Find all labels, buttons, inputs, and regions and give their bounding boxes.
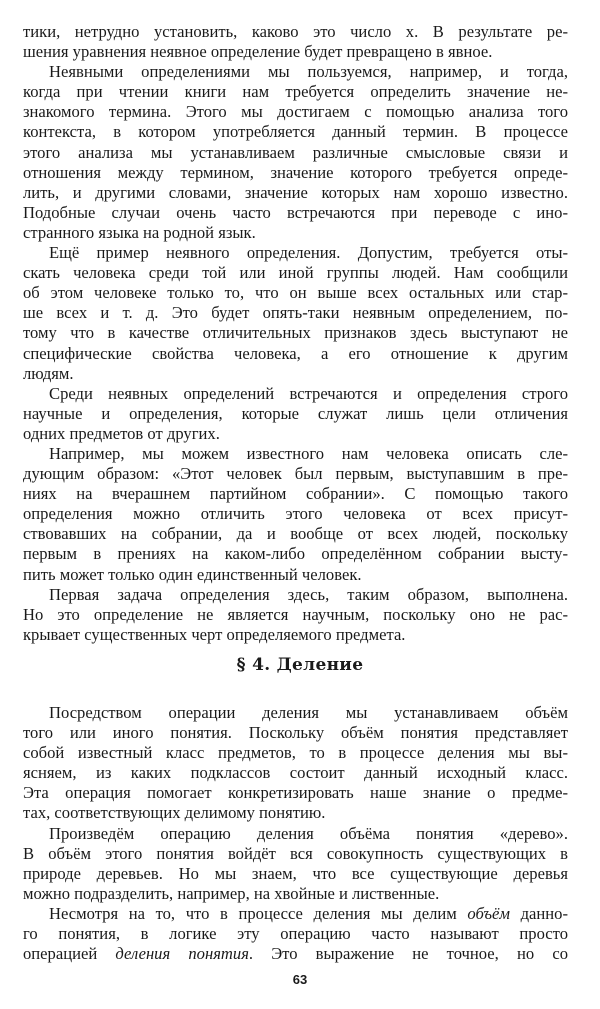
text-line: Неявными определениями мы пользуемся, например, и тогда,: [49, 62, 568, 82]
text-line: скать человека среди той или иной группы людей. Нам сообщили: [23, 263, 568, 283]
emphasis: деления понятия: [115, 944, 249, 964]
text-block-top: [23, 22, 568, 645]
text-line: Но это определение не является научным, поскольку оно не рас-: [23, 604, 568, 624]
page-number: 63: [292, 972, 308, 987]
text-line: отношения между термином, значение которого требуется опреде-: [23, 162, 568, 182]
text-line: людям.: [23, 363, 74, 383]
text-line: тому что в качестве отличительных признаков здесь выступают не: [23, 323, 568, 343]
text-line: об этом человеке только то, что он выше всех остальных или стар-: [23, 283, 568, 303]
text-line: Несмотря на то, что в процессе деления мы делим объём данно-: [49, 903, 568, 923]
text-line: ствовавших на собрании, да и вообще от всех людей, поскольку: [23, 524, 568, 544]
text-line: когда при чтении книги нам требуется определить значение не-: [23, 82, 568, 102]
text-line: первым в прениях на каком-либо определённом собрании высту-: [23, 544, 568, 564]
text-block-bottom: [23, 703, 568, 964]
emphasis: объём: [467, 903, 510, 923]
text-line: контекста, в котором употребляется данный термин. В процессе: [23, 122, 568, 142]
text-line: Посредством операции деления мы устанавливаем объём: [49, 703, 568, 722]
text-line: ше всех и т. д. Это будет опять-таки неявным определением, по-: [23, 303, 568, 323]
text-line: Например, мы можем известного нам человека описать сле-: [49, 443, 568, 463]
text-line: В объём этого понятия войдёт вся совокупность существующих в: [23, 843, 568, 863]
text-line: специфические свойства человека, а его отношение к другим: [23, 343, 568, 363]
text-line: тах, соответствующих делимому понятию.: [23, 803, 326, 823]
text-line: ниях на вчерашнем партийном собрании». С помощью такого: [23, 484, 568, 504]
text-line: лить, и другими словами, значение которых нам хорошо известно.: [23, 182, 568, 202]
text-line: Ещё пример неявного определения. Допустим, требуется оты-: [49, 243, 568, 263]
text-line: Эта операция помогает конкретизировать наше знание о предме-: [23, 783, 568, 803]
text-line: го понятия, в логике эту операцию часто называют просто: [23, 924, 568, 944]
text-line: пить может только один единственный человек.: [23, 564, 362, 584]
text-line: Среди неявных определений встречаются и определения строго: [49, 383, 568, 403]
text-line: собой известный класс предметов, то в процессе деления мы вы-: [23, 743, 568, 763]
text-line: этого анализа мы устанавливаем различные смысловые связи и: [23, 142, 568, 162]
text-line: того или иного понятия. Поскольку объём понятия представляет: [23, 723, 568, 743]
text-line: научные и определения, которые служат лишь цели отличения: [23, 403, 568, 423]
text-line: операцией деления понятия. Это выражение не точное, но со: [23, 944, 568, 964]
text-line: странного языка на родной язык.: [23, 222, 256, 242]
text-line: определения можно отличить этого человека от всех присут-: [23, 504, 568, 524]
text-line: шения уравнения неявное определение будет превращено в явное.: [23, 42, 493, 62]
text-line: Первая задача определения здесь, таким образом, выполнена.: [49, 584, 568, 604]
text-line: одних предметов от других.: [23, 423, 220, 443]
section-heading: § 4. Деление: [236, 655, 364, 675]
text-line: дующим образом: «Этот человек был первым, выступавшим в пре-: [23, 464, 568, 484]
text-line: Произведём операцию деления объёма понятия «дерево».: [49, 823, 568, 843]
text-line: крывает существенных черт определяемого предмета.: [23, 624, 406, 644]
text-line: природе деревьев. Но мы знаем, что все существующие деревья: [23, 863, 568, 883]
text-line: тики, нетрудно установить, каково это число x. В результате ре-: [23, 22, 568, 41]
text-line: ясняем, из каких подклассов состоит данный исходный класс.: [23, 763, 568, 783]
text-line: знакомого термина. Этого мы достигаем с помощью анализа того: [23, 102, 568, 122]
text-line: Подобные случаи очень часто встречаются при переводе с ино-: [23, 202, 568, 222]
text-line: можно подразделить, например, на хвойные и лиственные.: [23, 883, 440, 903]
